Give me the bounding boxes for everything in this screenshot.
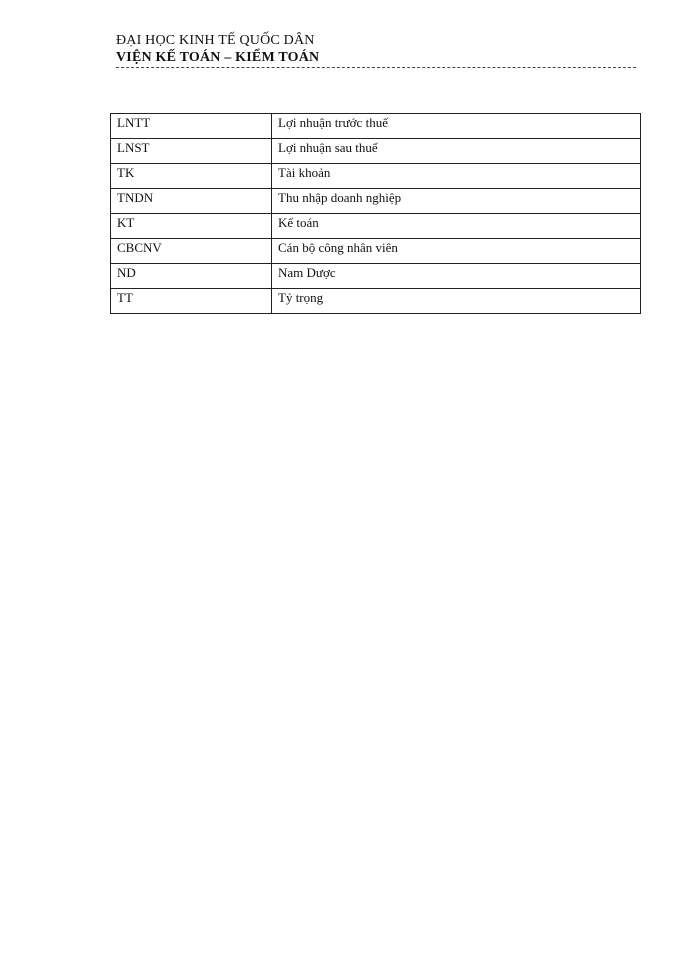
meaning-cell: Lợi nhuận trước thuế bbox=[272, 114, 641, 139]
meaning-cell: Nam Dược bbox=[272, 264, 641, 289]
table-row bbox=[111, 114, 641, 139]
institute-name: VIỆN KẾ TOÁN – KIỂM TOÁN bbox=[116, 50, 320, 65]
abbreviation-cell: TT bbox=[111, 289, 272, 314]
abbreviation-cell: KT bbox=[111, 214, 272, 239]
table-row bbox=[111, 139, 641, 164]
table-row bbox=[111, 289, 641, 314]
abbreviation-cell: TK bbox=[111, 164, 272, 189]
meaning-cell: Tài khoản bbox=[272, 164, 641, 189]
meaning-cell: Tỷ trọng bbox=[272, 289, 641, 314]
university-name: ĐẠI HỌC KINH TẾ QUỐC DÂN bbox=[116, 33, 315, 48]
meaning-cell: Cán bộ công nhân viên bbox=[272, 239, 641, 264]
meaning-cell: Lợi nhuận sau thuế bbox=[272, 139, 641, 164]
abbreviation-cell: ND bbox=[111, 264, 272, 289]
table-row bbox=[111, 214, 641, 239]
abbreviation-cell: CBCNV bbox=[111, 239, 272, 264]
table-row bbox=[111, 239, 641, 264]
abbreviation-cell: LNST bbox=[111, 139, 272, 164]
table-row bbox=[111, 164, 641, 189]
meaning-cell: Kế toán bbox=[272, 214, 641, 239]
table-row bbox=[111, 264, 641, 289]
abbreviation-cell: TNDN bbox=[111, 189, 272, 214]
table-row bbox=[111, 189, 641, 214]
abbreviation-cell: LNTT bbox=[111, 114, 272, 139]
page-header bbox=[116, 32, 636, 66]
meaning-cell: Thu nhập doanh nghiệp bbox=[272, 189, 641, 214]
header-divider bbox=[116, 67, 636, 68]
abbreviation-table bbox=[110, 113, 641, 314]
